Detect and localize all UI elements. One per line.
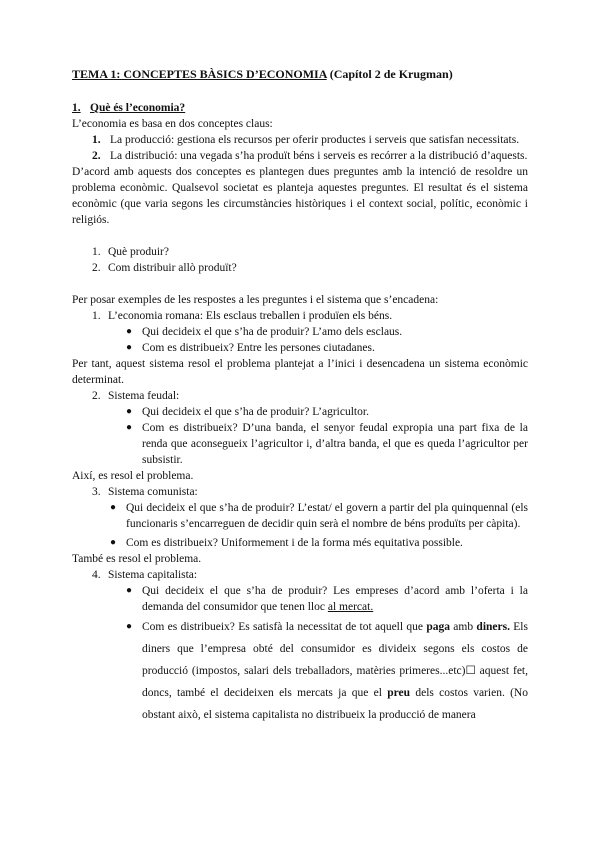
bullet-text: Com es distribueix? Entre les persones ciutadanes. [142, 342, 375, 354]
paragraph-examples: Per posar exemples de les respostes a les preguntes i el sistema que s’encadena: [72, 294, 439, 306]
question-text: Com distribuir allò produït? [108, 262, 237, 274]
bullet-text-part: Com es distribueix? Es satisfà la necessitat de tot aquell que [142, 621, 427, 633]
concept-number: 2. [92, 150, 101, 162]
paragraph-conclusion: Així, es resol el problema. [72, 470, 194, 482]
section-heading [72, 100, 528, 116]
bullet-text-part: Els diners que l’empresa obté del consumidor es divideix segons els costos de producció (impostos, salari dels treballadors, matèries primeres...etc)☐ aquest fet, doncs, també el decideixen els mercats ja que el [142, 621, 528, 699]
question-item [72, 260, 528, 276]
bullet-item [72, 340, 528, 356]
concept-text: La producció: gestiona els recursos per oferir productes i serveis que satisfan necessitats. [110, 134, 520, 146]
system-number: 3. [92, 486, 101, 498]
system-item-communist [72, 484, 528, 500]
bullet-icon: ● [126, 422, 133, 433]
bullet-item [72, 420, 528, 468]
bold-term: diners. [476, 621, 510, 633]
bullet-item [72, 616, 528, 726]
bullet-item [72, 500, 528, 532]
question-number: 1. [92, 246, 101, 258]
paragraph-conclusion: També es resol el problema. [72, 553, 202, 565]
system-label: L’economia romana: Els esclaus treballen i produïen els béns. [108, 310, 393, 322]
bold-term: paga [426, 621, 450, 633]
bullet-icon: ● [110, 537, 117, 548]
bullet-text [142, 616, 528, 726]
system-number: 2. [92, 390, 101, 402]
bullet-item [72, 324, 528, 340]
bullet-icon: ● [110, 502, 117, 513]
system-item-feudal [72, 388, 528, 404]
system-item-capitalist [72, 567, 528, 583]
bullet-text: Com es distribueix? Uniformement i de la forma més equitativa possible. [126, 537, 463, 549]
bullet-item [72, 404, 528, 420]
bullet-icon: ● [126, 621, 133, 632]
system-number: 1. [92, 310, 101, 322]
bullet-item [72, 535, 528, 551]
bullet-text-part: dels costos varien. (No obstant això, el sistema capitalista no distribueix la producció de manera [142, 687, 528, 721]
bullet-item [72, 583, 528, 615]
system-label: Sistema comunista: [108, 486, 198, 498]
document-title [72, 66, 528, 82]
title-sub: (Capítol 2 de Krugman) [329, 67, 453, 81]
system-number: 4. [92, 569, 101, 581]
bullet-text-part: Qui decideix el que s’ha de produir? Les empreses d’acord amb l’oferta i la demanda del consumidor que tenen lloc [142, 585, 528, 613]
document-page [72, 66, 528, 726]
concept-text: La distribució: una vegada s’ha produït béns i serveis es recórrer a la distribució d’aquests. [110, 150, 528, 162]
section-title: Què és l’economia? [90, 102, 186, 114]
concept-item [72, 148, 528, 164]
bullet-icon: ● [126, 406, 133, 417]
section-number: 1. [72, 102, 81, 114]
concept-item [72, 132, 528, 148]
bullet-text: Qui decideix el que s’ha de produir? L’amo dels esclaus. [142, 326, 403, 338]
system-label: Sistema feudal: [108, 390, 180, 402]
paragraph-conclusion: Per tant, aquest sistema resol el problema plantejat a l’inici i desencadena un sistema econòmic determinat. [72, 358, 528, 386]
title-main: TEMA 1: CONCEPTES BÀSICS D’ECONOMIA [72, 67, 327, 81]
question-number: 2. [92, 262, 101, 274]
bullet-text-part: amb [449, 621, 477, 633]
underlined-term: al mercat. [327, 601, 374, 613]
intro-text: L’economia es basa en dos conceptes claus: [72, 118, 273, 130]
question-item [72, 244, 528, 260]
bullet-icon: ● [126, 326, 133, 337]
bullet-icon: ● [126, 585, 133, 596]
bullet-text: Qui decideix el que s’ha de produir? L’agricultor. [142, 406, 369, 418]
bullet-icon: ● [126, 342, 133, 353]
bold-term: preu [387, 687, 411, 699]
bullet-text: Com es distribueix? D’una banda, el senyor feudal expropia una part fixa de la renda que aconsegueix l’agricultor i, d’altra banda, el que es queda l’agricultor per subsistir. [142, 422, 528, 466]
question-text: Què produir? [108, 246, 169, 258]
bullet-text: Qui decideix el que s’ha de produir? L’estat/ el govern a partir del pla quinquennal (els funcionaris s’encarreguen de decidir quin serà el nombre de béns produïts per càpita). [126, 502, 528, 530]
system-item-roman [72, 308, 528, 324]
paragraph-economic-system: D’acord amb aquests dos conceptes es plantegen dues preguntes amb la intenció de resoldre un problema econòmic. Qualsevol societat es planteja aquestes preguntes. El resultat és el sistema econòmic (que varia segons les circumstàncies històriques i el context social, polític, econòmic i religiós. [72, 166, 528, 226]
system-label: Sistema capitalista: [108, 569, 198, 581]
bullet-text [142, 583, 528, 615]
concept-number: 1. [92, 134, 101, 146]
